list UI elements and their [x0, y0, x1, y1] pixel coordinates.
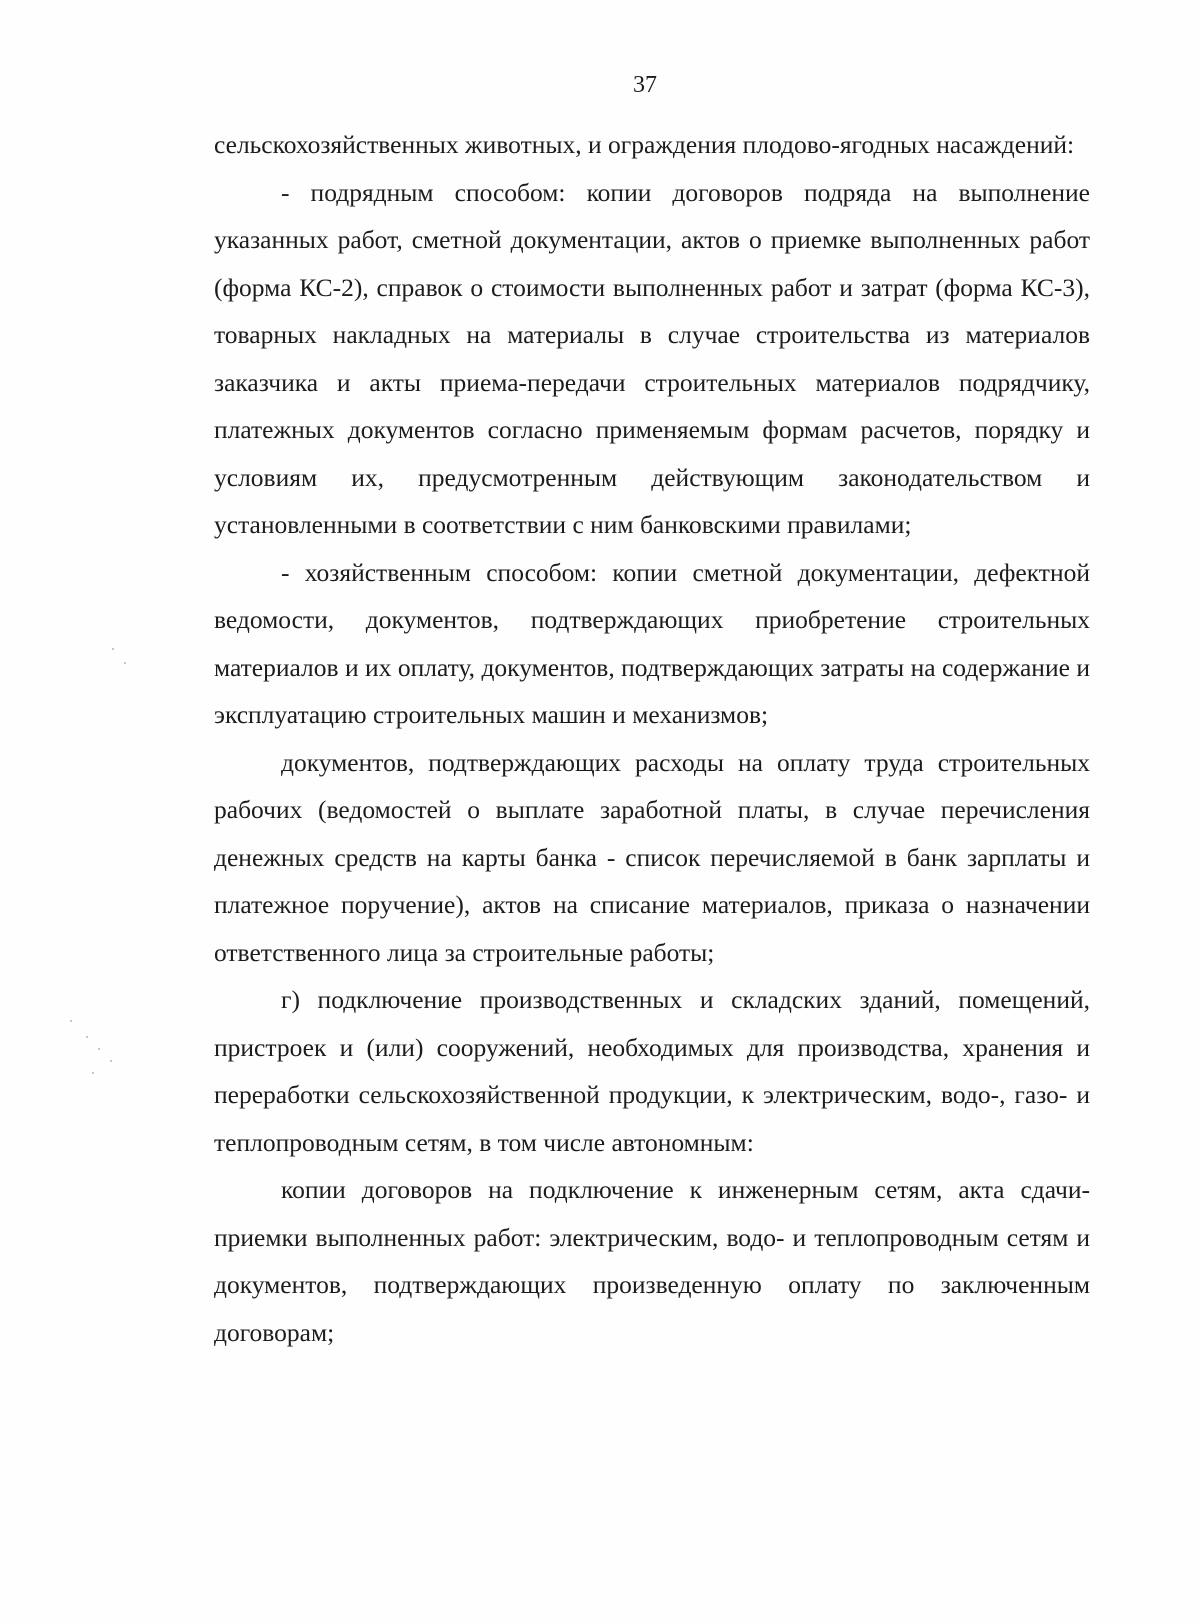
paragraph-continuation: сельскохозяйственных животных, и ограждения плодово-ягодных насаждений: — [214, 130, 1075, 159]
scan-speck — [86, 1036, 88, 1038]
paragraph-labor-documents: документов, подтверждающих расходы на оплату труда строительных рабочих (ведомостей о выплате заработной платы, в случае перечисления денежных средств на карты банка - список перечисляемой в банк зарплаты и платежное поручение), актов на списание материалов, приказа о назначении ответственного лица за строительные работы; — [214, 747, 1090, 967]
paragraph-connection-contracts: копии договоров на подключение к инженерным сетям, акта сдачи-приемки выполненных работ: электрическим, водо- и теплопроводным сетям и документов, подтверждающих произведенную оплату по заключенным договорам; — [214, 1175, 1090, 1347]
paragraph-contract-method: - подрядным способом: копии договоров подряда на выполнение указанных работ, сметной документации, актов о приемке выполненных работ (форма КС-2), справок о стоимости выполненных работ и затрат (форма КС-3), товарных накладных на материалы в случае строительства из материалов заказчика и акты приема-передачи строительных материалов подрядчику, платежных документов согласно применяемым формам расчетов, порядку и условиям их, предусмотренным действующим законодательством и установленными в соответствии с ним банковскими правилами; — [214, 177, 1090, 539]
page-number: 37 — [633, 72, 657, 98]
scan-speck — [110, 1060, 112, 1062]
scan-speck — [92, 1072, 94, 1074]
scan-speck — [112, 648, 114, 650]
scan-speck — [70, 1020, 72, 1022]
scan-speck — [124, 662, 126, 664]
paragraph-item-g: г) подключение производственных и складских зданий, помещений, пристроек и (или) сооружений, необходимых для производства, хранения и переработки сельскохозяйственной продукции, к электрическим, водо-, газо- и теплопроводным сетям, в том числе автономным: — [214, 985, 1090, 1157]
document-body — [214, 121, 1090, 1356]
paragraph-economic-method: - хозяйственным способом: копии сметной документации, дефектной ведомости, документов, подтверждающих приобретение строительных материалов и их оплату, документов, подтверждающих затраты на содержание и эксплуатацию строительных машин и механизмов; — [214, 557, 1090, 729]
scan-speck — [98, 1048, 100, 1050]
